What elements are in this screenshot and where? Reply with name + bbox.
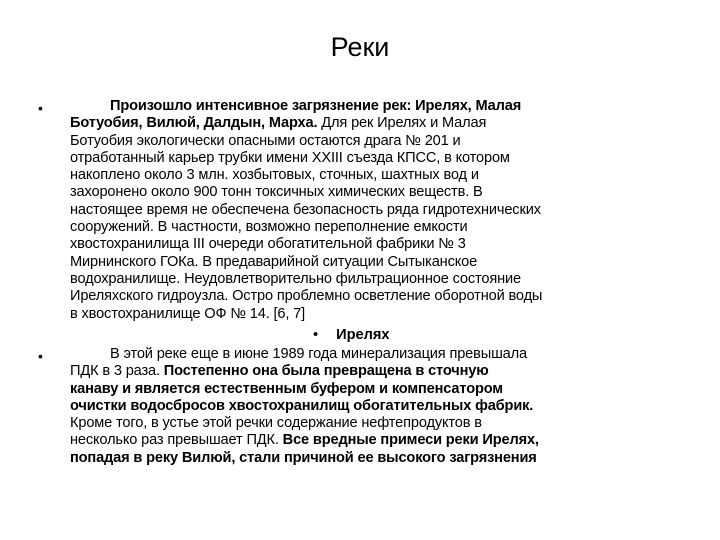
bullet-marker-1: •: [38, 100, 43, 116]
paragraph-line: [70, 363, 670, 380]
paragraph-line: сооружений. В частности, возможно переполнение емкости: [70, 219, 468, 236]
bullet-marker-2: •: [38, 348, 43, 364]
sub-heading-text: Ирелях: [336, 327, 390, 343]
paragraph-line: [70, 432, 670, 449]
paragraph-line: канаву и является естественным буфером и компенсатором: [70, 380, 503, 397]
slide-title: Реки: [330, 32, 390, 62]
paragraph-line: Кроме того, в устье этой речки содержание нефтепродуктов в: [70, 415, 482, 432]
paragraph-fragment: Все вредные примеси реки Ирелях,: [278, 432, 539, 449]
bullet-paragraph-2: [70, 346, 670, 467]
sub-heading-bullet: •: [313, 327, 319, 343]
paragraph-line: Произошло интенсивное загрязнение рек: Ирелях, Малая: [110, 98, 522, 114]
paragraph-fragment: несколько раз превышает ПДК.: [70, 432, 279, 449]
paragraph-line: Мирнинского ГОКа. В предаварийной ситуации Сытыканское: [70, 253, 478, 270]
paragraph-fragment: Ботуобия, Вилюй, Далдын, Марха.: [70, 115, 318, 132]
paragraph-line: отработанный карьер трубки имени XXIII съезда КПСС, в котором: [70, 149, 510, 166]
paragraph-line: Иреляхского гидроузла. Остро проблемно осветление оборотной воды: [70, 288, 543, 305]
sub-heading: [313, 327, 390, 344]
paragraph-line: попадая в реку Вилюй, стали причиной ее высокого загрязнения: [70, 449, 537, 466]
paragraph-line: захоронено около 900 тонн токсичных химических веществ. В: [70, 184, 483, 201]
paragraph-line: очистки водосбросов хвостохранилищ обогатительных фабрик.: [70, 397, 534, 414]
paragraph-line: настоящее время не обеспечена безопасность ряда гидротехнических: [70, 201, 541, 218]
paragraph-fragment: Для рек Ирелях и Малая: [317, 115, 487, 132]
paragraph-fragment: Постепенно она была превращена в сточную: [159, 363, 489, 380]
bullet-paragraph-1: [70, 98, 670, 323]
paragraph-line: водохранилище. Неудовлетворительно фильтрационное состояние: [70, 270, 521, 287]
paragraph-line: В этой реке еще в июне 1989 года минерализация превышала: [110, 346, 527, 362]
paragraph-fragment: ПДК в 3 раза.: [70, 363, 160, 380]
paragraph-line: Ботуобия экологически опасными остаются драга № 201 и: [70, 132, 461, 149]
paragraph-line: хвостохранилища III очереди обогатительной фабрики № 3: [70, 236, 466, 253]
paragraph-line: накоплено около 3 млн. хозбытовых, сточных, шахтных вод и: [70, 167, 479, 184]
paragraph-line: в хвостохранилище ОФ № 14. [6, 7]: [70, 305, 306, 322]
paragraph-line: [70, 115, 670, 132]
